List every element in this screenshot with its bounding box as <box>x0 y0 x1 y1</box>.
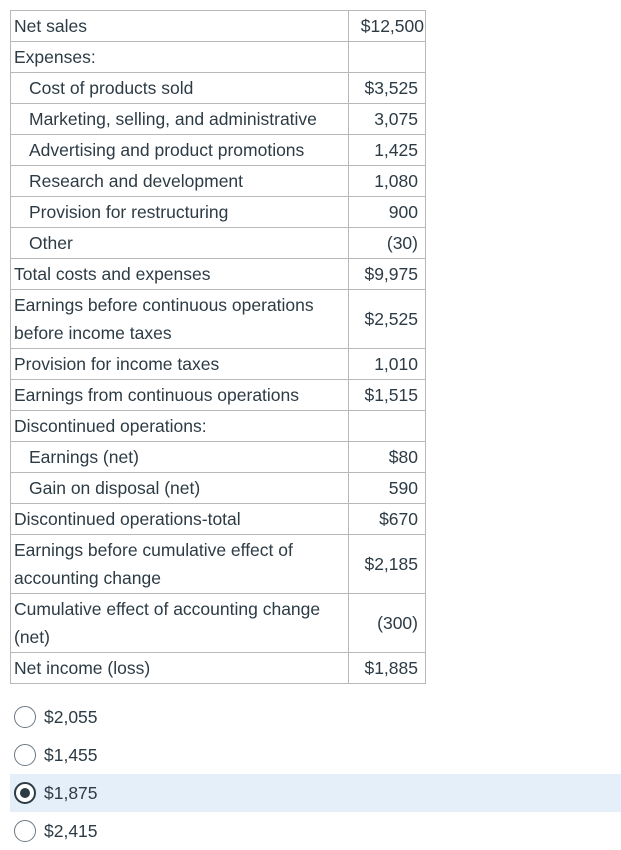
table-row <box>11 653 426 684</box>
radio-button-icon[interactable] <box>14 706 36 728</box>
row-amount: $2,525 <box>349 290 426 349</box>
row-amount: 3,075 <box>349 104 426 135</box>
row-label: Provision for restructuring <box>11 197 349 228</box>
answer-option-1[interactable] <box>10 698 621 736</box>
row-label: Cumulative effect of accounting change (net) <box>11 594 349 653</box>
table-row <box>11 504 426 535</box>
answer-option-label[interactable]: $2,415 <box>44 820 98 841</box>
row-amount: $670 <box>349 504 426 535</box>
table-row <box>11 594 426 653</box>
row-amount: (30) <box>349 228 426 259</box>
row-label: Earnings before continuous operations before income taxes <box>11 290 349 349</box>
table-row <box>11 104 426 135</box>
table-row <box>11 290 426 349</box>
row-label: Discontinued operations: <box>11 411 349 442</box>
row-label: Earnings before cumulative effect of accounting change <box>11 535 349 594</box>
row-label: Discontinued operations-total <box>11 504 349 535</box>
radio-button-checked-icon[interactable] <box>14 782 36 804</box>
row-amount: $1,515 <box>349 380 426 411</box>
answer-option-label[interactable]: $1,875 <box>44 782 98 803</box>
row-label: Expenses: <box>11 42 349 73</box>
row-label: Total costs and expenses <box>11 259 349 290</box>
table-row <box>11 259 426 290</box>
row-amount <box>349 42 426 73</box>
row-amount: 1,080 <box>349 166 426 197</box>
row-label: Cost of products sold <box>11 73 349 104</box>
answer-option-3[interactable] <box>10 774 621 812</box>
row-label: Provision for income taxes <box>11 349 349 380</box>
table-row <box>11 135 426 166</box>
table-row <box>11 473 426 504</box>
table-row <box>11 535 426 594</box>
row-amount: $9,975 <box>349 259 426 290</box>
table-row <box>11 380 426 411</box>
table-row <box>11 197 426 228</box>
income-statement-table <box>10 10 426 684</box>
row-amount: $80 <box>349 442 426 473</box>
answer-option-4[interactable] <box>10 812 621 850</box>
row-amount: $2,185 <box>349 535 426 594</box>
table-row <box>11 349 426 380</box>
radio-button-icon[interactable] <box>14 820 36 842</box>
answer-option-2[interactable] <box>10 736 621 774</box>
table-row <box>11 228 426 259</box>
row-amount: 590 <box>349 473 426 504</box>
row-label: Advertising and product promotions <box>11 135 349 166</box>
row-amount: $1,885 <box>349 653 426 684</box>
row-label: Gain on disposal (net) <box>11 473 349 504</box>
row-amount: 1,425 <box>349 135 426 166</box>
row-amount <box>349 411 426 442</box>
answer-option-label[interactable]: $1,455 <box>44 744 98 765</box>
row-amount: $12,500 <box>349 11 426 42</box>
row-amount: (300) <box>349 594 426 653</box>
row-label: Marketing, selling, and administrative <box>11 104 349 135</box>
row-label: Earnings (net) <box>11 442 349 473</box>
table-row <box>11 166 426 197</box>
row-amount: 900 <box>349 197 426 228</box>
table-row <box>11 11 426 42</box>
row-label: Net income (loss) <box>11 653 349 684</box>
answer-option-label[interactable]: $2,055 <box>44 706 98 727</box>
table-row <box>11 411 426 442</box>
row-label: Other <box>11 228 349 259</box>
table-row <box>11 442 426 473</box>
answer-options <box>10 698 621 850</box>
row-amount: $3,525 <box>349 73 426 104</box>
table-row <box>11 73 426 104</box>
row-label: Net sales <box>11 11 349 42</box>
row-amount: 1,010 <box>349 349 426 380</box>
table-row <box>11 42 426 73</box>
row-label: Earnings from continuous operations <box>11 380 349 411</box>
row-label: Research and development <box>11 166 349 197</box>
radio-button-icon[interactable] <box>14 744 36 766</box>
